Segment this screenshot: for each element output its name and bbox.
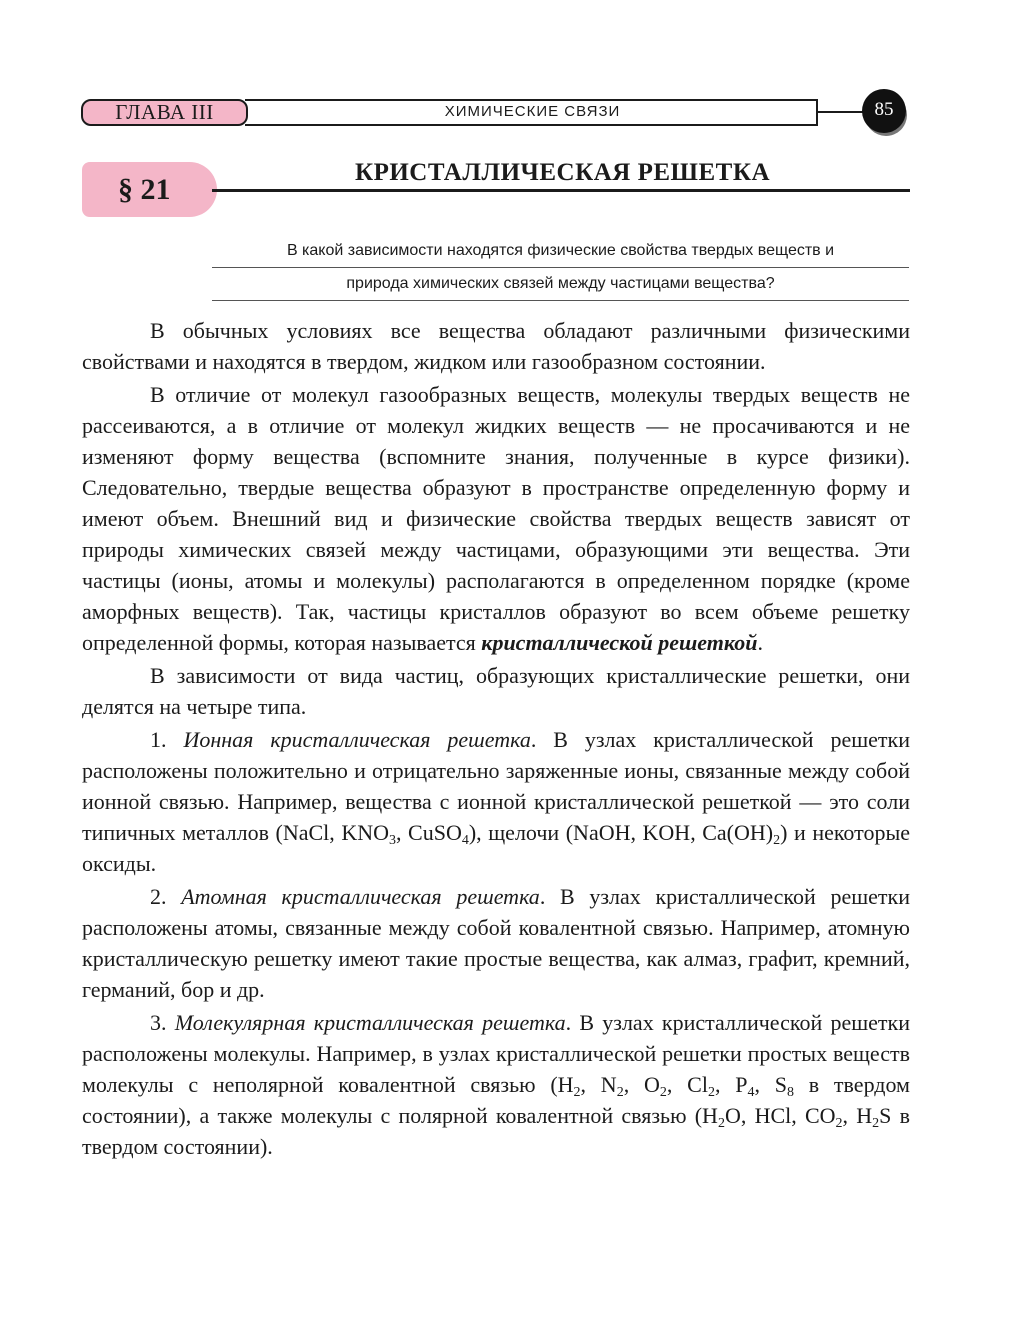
subscript: 2 bbox=[717, 1116, 725, 1131]
subscript: 3 bbox=[389, 833, 396, 848]
paragraph-6-text: O, HCl, CO bbox=[724, 1103, 836, 1128]
term-ionic-lattice: Ионная кристаллическая решетка bbox=[183, 727, 531, 752]
paragraph-6-molecular bbox=[82, 1007, 910, 1162]
item-number: 3. bbox=[150, 1010, 175, 1035]
subscript: 2 bbox=[616, 1085, 624, 1100]
paragraph-4-text: ), щелочи (NaOH, KOH, Ca(OH) bbox=[468, 820, 774, 845]
paragraph-3: В зависимости от вида частиц, образующих кристаллические решетки, они делятся на четыре типа. bbox=[82, 663, 910, 719]
paragraph-1: В обычных условиях все вещества обладают различными физическими свойствами и находятся в твердом, жидком или газообразном состоянии. bbox=[82, 318, 910, 374]
paragraph-5-text: . В узлах кристаллической решетки расположены атомы, связанные между собой ковалентной связью. Например, атомную кристаллическую решетку имеют такие простые вещества, как алмаз, графит, кремний, германий, бор и др. bbox=[82, 884, 910, 1002]
paragraph-2-text: В отличие от молекул газообразных веществ, молекулы твердых веществ не рассеиваются, а в отличие от молекул жидких веществ — не просачиваются и не изменяют форму вещества (вспомните знания, полученные в курсе физики). Следовательно, твердые вещества образуют в пространстве определенную форму и имеют объем. Внешний вид и физические свойства твердых веществ зависят от природы химических связей между частицами, образующими эти вещества. Эти частицы (ионы, атомы и молекулы) располагаются в определенном порядке (кроме аморфных веществ). Так, частицы кристаллов образуют во всем объеме решетку определенной формы, которая называется bbox=[82, 382, 910, 655]
page-number: 85 bbox=[862, 89, 906, 133]
subscript: 4 bbox=[747, 1085, 755, 1100]
formula-text: , Cl bbox=[666, 1072, 708, 1097]
paragraph-4-text: , CuSO bbox=[396, 820, 462, 845]
item-number: 2. bbox=[150, 884, 182, 909]
body-text bbox=[82, 315, 910, 1162]
paragraph-2 bbox=[82, 379, 910, 658]
item-number: 1. bbox=[150, 727, 184, 752]
formula-text: , O bbox=[623, 1072, 660, 1097]
paragraph-6-text: S в твердом состоянии). bbox=[82, 1103, 911, 1159]
formula-text: , P bbox=[714, 1072, 748, 1097]
section-number-badge: § 21 bbox=[82, 162, 217, 217]
paragraph-6-text: . В узлах кристаллической решетки расположены молекулы. Например, в узлах кристаллической решетки простых веществ молекулы с неполярной ковалентной связью ( bbox=[82, 1010, 911, 1097]
section-title: КРИСТАЛЛИЧЕСКАЯ РЕШЕТКА bbox=[354, 159, 771, 186]
formula-text: , S bbox=[754, 1072, 787, 1097]
formula-text: H bbox=[557, 1072, 574, 1097]
section-title-underline bbox=[212, 189, 910, 192]
subscript: 8 bbox=[786, 1085, 794, 1100]
subscript: 2 bbox=[835, 1116, 843, 1131]
question-line-2: природа химических связей между частицами вещества? bbox=[212, 268, 909, 301]
paragraph-4-text: ) и некоторые оксиды. bbox=[82, 820, 911, 876]
paragraph-4-ionic bbox=[82, 724, 910, 879]
section-running-title: ХИМИЧЕСКИЕ СВЯЗИ bbox=[444, 103, 621, 120]
subscript: 2 bbox=[872, 1116, 880, 1131]
paragraph-2-end: . bbox=[757, 630, 763, 655]
paragraph-6-text: , H bbox=[842, 1103, 873, 1128]
subscript: 2 bbox=[573, 1085, 581, 1100]
subscript: 2 bbox=[773, 833, 781, 848]
question-line-1: В какой зависимости находятся физические свойства твердых веществ и bbox=[212, 235, 909, 268]
formula-text: , N bbox=[580, 1072, 617, 1097]
term-atomic-lattice: Атомная кристаллическая решетка bbox=[181, 884, 540, 909]
paragraph-6-text: в твердом состоянии), а также молекулы с полярной ковалентной связью (H bbox=[82, 1072, 910, 1128]
term-crystal-lattice: кристаллической решеткой bbox=[481, 630, 758, 655]
term-molecular-lattice: Молекулярная кристаллическая решетка bbox=[174, 1010, 566, 1035]
lead-question bbox=[212, 235, 909, 301]
chapter-label: ГЛАВА III bbox=[81, 99, 248, 126]
subscript: 2 bbox=[659, 1085, 667, 1100]
subscript: 2 bbox=[707, 1085, 715, 1100]
paragraph-5-atomic bbox=[82, 881, 910, 1005]
subscript: 4 bbox=[461, 833, 469, 848]
header-connector-line bbox=[816, 111, 866, 113]
paragraph-4-text: . В узлах кристаллической решетки расположены положительно и отрицательно заряженные ионы, связанные между собой ионной связью. Например, вещества с ионной кристаллической решеткой — это соли типичных металлов (NaCl, KNO bbox=[82, 727, 910, 845]
